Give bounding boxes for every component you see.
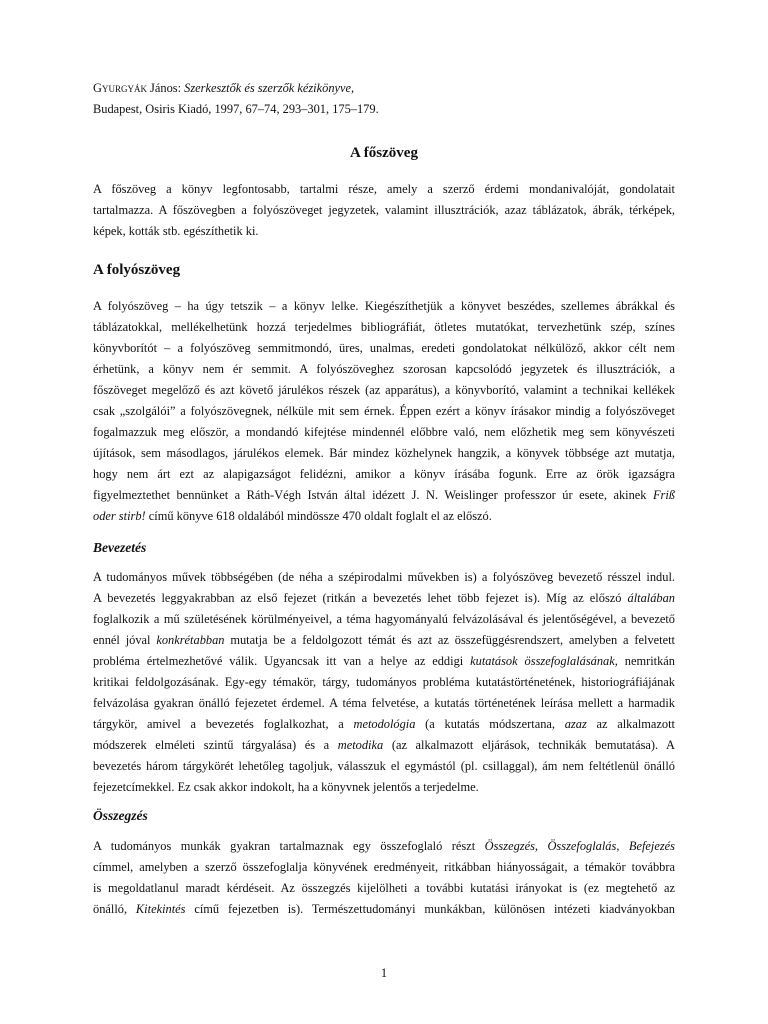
author-surname: Gyurgyák (93, 81, 147, 95)
line-text: tárgykör, amivel a bevezetés foglalkozhat, a (93, 717, 354, 731)
italic-term: konkrétabban (156, 633, 225, 647)
text-line (93, 485, 675, 506)
italic-title: Friß (652, 488, 675, 502)
text-line: fejezetcímekkel. Ez csak akkor indokolt, ha a könyvnek jelentős a terjedelme. (93, 780, 479, 794)
page-number: 1 (380, 966, 388, 980)
text-line: érhetünk, a könyv nem ér semmit. A folyószöveghez szorosan kapcsolódó jegyzetek és illusztrációk, a (93, 362, 675, 376)
line-text: probléma értelmezhetővé válik. Ugyancsak itt van a helye az eddigi (93, 654, 471, 668)
line-text: A bevezetés leggyakrabban az első fejezet (ritkán a bevezetés lehet több fejezet is). Míg az előszó (93, 591, 628, 605)
reference-line-2: Budapest, Osiris Kiadó, 1997, 67–74, 293–301, 175–179. (93, 102, 379, 116)
line-text: módszerek elméleti szintű tárgyalása) és a (93, 738, 338, 752)
text-line: felvázolása gyakran önálló fejezetet érdemel. A téma felvetése, a kutatás történetének leírása mellett a harmadik (93, 696, 675, 710)
italic-term: kutatások összefoglalásának, (470, 654, 618, 668)
text-line (93, 714, 675, 735)
page-title: A főszöveg (350, 145, 418, 161)
text-line (93, 899, 675, 920)
section-heading-folyoszoveg: A folyószöveg (93, 262, 181, 278)
osszegzes-paragraph (93, 836, 675, 920)
text-line (93, 588, 675, 609)
folyoszoveg-paragraph (93, 296, 675, 527)
line-text: (a kutatás módszertana, (415, 717, 565, 731)
italic-term: metodológia (353, 717, 416, 731)
text-line: táblázatokkal, mellékelhetünk hozzá terjedelmes bibliográfiát, ötletes mutatókat, tervezhetünk szép, színes (93, 320, 675, 334)
line-text: című fejezetben is). Természettudományi munkákban, különösen intézeti kiadványokban (185, 902, 675, 916)
text-line: A tudományos művek többségében (de néha a szépirodalmi művekben is) a folyószöveg bevezető résszel indul. (93, 570, 675, 584)
section-heading-bevezetes: Bevezetés (93, 540, 147, 555)
bibliographic-reference (93, 78, 675, 120)
text-line: kritikai feldolgozásának. Egy-egy témakör, tárgy, tudományos probléma kutatástörténetének, historiográfiájának (93, 675, 675, 689)
text-line (93, 836, 675, 857)
italic-term: Összegzés, Összefoglalás, Befejezés (484, 839, 675, 853)
section-heading-osszegzes: Összegzés (93, 808, 148, 823)
line-text: (az alkalmazott eljárások, technikák bemutatása). A (383, 738, 675, 752)
italic-term: Kitekintés (135, 902, 186, 916)
text-line (93, 651, 675, 672)
text-line: tartalmazza. A főszövegben a folyószöveget jegyzetek, valamint illusztrációk, azaz táblázatok, ábrák, térképek, (93, 203, 675, 217)
text-line: újítások, sem másodlagos, járulékos elemek. Bár mindez közhelynek hangzik, a könyvek többsége azt mutatja, (93, 446, 675, 460)
text-line (93, 735, 675, 756)
line-text: ennél jóval (93, 633, 157, 647)
text-line: csak „szolgálói” a folyószövegnek, nélküle mit sem érnek. Éppen ezért a könyv írásakor mindig a folyószöveget (93, 404, 675, 418)
text-line: könyvborítót – a folyószöveg semmitmondó, üres, unalmas, eredeti gondolatokat nélkülöző, akkor célt nem (93, 341, 675, 355)
book-title: Szerkesztők és szerzők kézikönyve, (184, 81, 355, 95)
intro-paragraph (93, 179, 675, 242)
bevezetes-paragraph (93, 567, 675, 798)
line-text: figyelmeztethet bennünket a Ráth-Végh István által idézett J. N. Weislinger professzor úr esete, akinek (93, 488, 653, 502)
text-line: hogy nem árt ezt az alapigazságot felidézni, amikor a könyv írásába fogunk. Erre az örök igazságra (93, 467, 675, 481)
author-given-name: János: (146, 81, 185, 95)
line-text: mutatja be a feldolgozott témát és azt az összefüggésrendszert, amelyben a felvetett (224, 633, 675, 647)
line-text: A tudományos munkák gyakran tartalmaznak egy összefoglaló részt (93, 839, 485, 853)
text-line: A folyószöveg – ha úgy tetszik – a könyv lelke. Kiegészíthetjük a könyvet beszédes, szellemes ábrákkal és (93, 299, 675, 313)
italic-term: metodika (337, 738, 384, 752)
text-line (93, 630, 675, 651)
line-text: az alkalmazott (586, 717, 675, 731)
line-text: című könyve 618 oldalából mindössze 470 oldalt foglalt el az előszó. (145, 509, 492, 523)
reference-line-1 (93, 78, 675, 99)
text-line: is megoldatlanul maradt kérdéseit. Az összegzés kijelölheti a további kutatási irányokat is (ez megtehető az (93, 881, 675, 895)
line-text: nemritkán (617, 654, 675, 668)
italic-title: oder stirb! (93, 509, 146, 523)
text-line: foglalkozik a mű születésének körülményeivel, a téma hagyományalú felvázolásával és jelentőségével, a bevezető (93, 612, 675, 626)
line-text: önálló, (93, 902, 136, 916)
text-line: főszöveget megelőző és azt követő járulékos részek (az apparátus), a könyvborító, valamint a technikai kellékek (93, 383, 675, 397)
italic-term: általában (627, 591, 675, 605)
text-line: címmel, amelyben a szerző összefoglalja könyvének eredményeit, ritkábban hiányosságait, a témakör továbbra (93, 860, 675, 874)
text-line (93, 506, 675, 527)
text-line: fogalmazzuk meg először, a mondandó kifejtése mindennél előbbre való, nem előzhetik meg sem könyvészeti (93, 425, 675, 439)
italic-term: azaz (564, 717, 587, 731)
text-line: A főszöveg a könyv legfontosabb, tartalmi része, amely a szerző érdemi mondanivalóját, gondolatait (93, 182, 675, 196)
text-line: bevezetés három tárgykörét lehetőleg tagoljuk, válasszuk el egymástól (pl. csillaggal), ám nem feltétlenül önálló (93, 759, 675, 773)
text-line: képek, kották stb. egészíthetik ki. (93, 224, 259, 238)
